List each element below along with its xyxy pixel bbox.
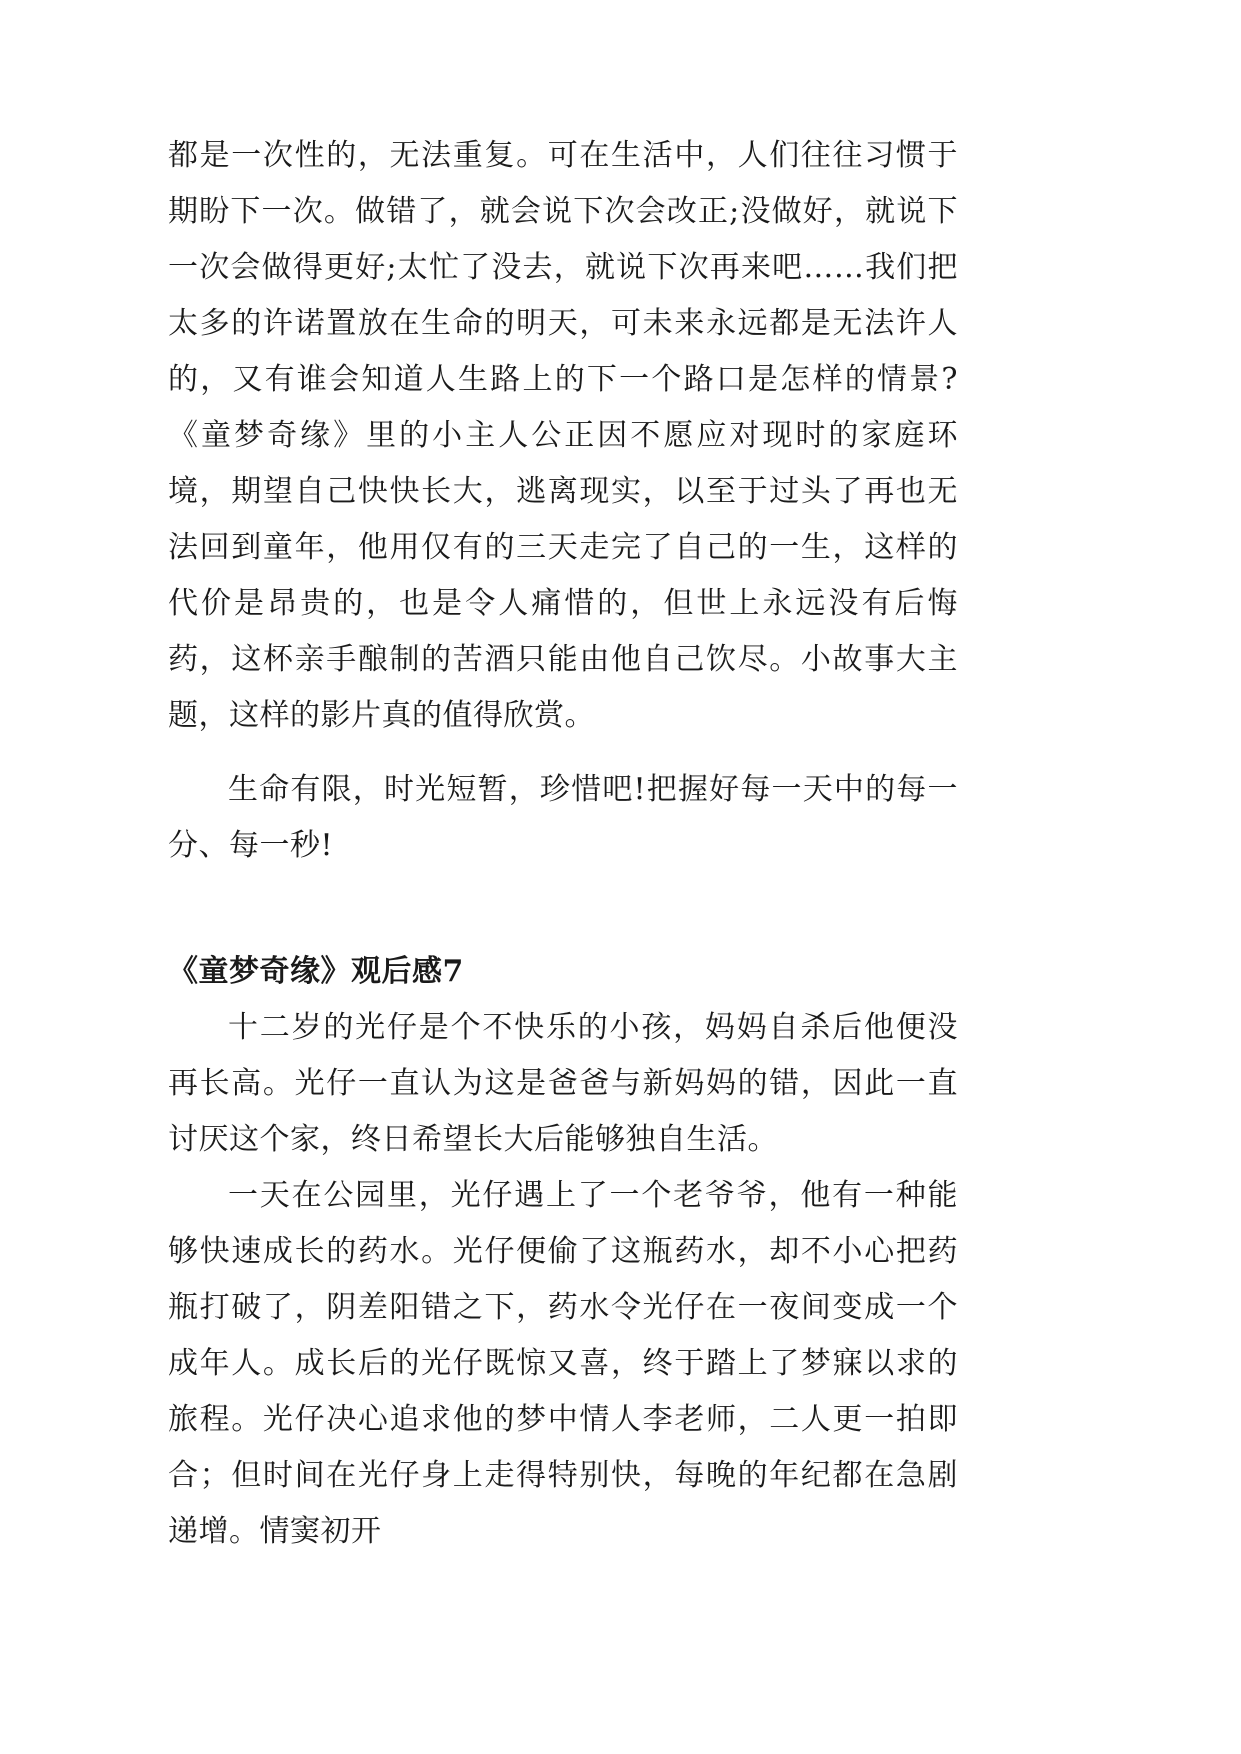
section-heading: 《童梦奇缘》观后感7 xyxy=(168,954,464,989)
body-paragraph-3: 十二岁的光仔是个不快乐的小孩，妈妈自杀后他便没再长高。光仔一直认为这是爸爸与新妈妈的错，因此一直讨厌这个家，终日希望长大后能够独自生活。 xyxy=(168,1010,958,1157)
body-paragraph-4: 一天在公园里，光仔遇上了一个老爷爷，他有一种能够快速成长的药水。光仔便偷了这瓶药水，却不小心把药瓶打破了，阴差阳错之下，药水令光仔在一夜间变成一个成年人。成长后的光仔既惊又喜，终于踏上了梦寐以求的旅程。光仔决心追求他的梦中情人李老师，二人更一拍即合；但时间在光仔身上走得特别快，每晚的年纪都在急剧递增。情窦初开 xyxy=(168,1178,958,1549)
body-paragraph-2: 生命有限，时光短暂，珍惜吧!把握好每一天中的每一分、每一秒! xyxy=(168,772,958,863)
section-spacer xyxy=(168,874,958,944)
page-content xyxy=(168,128,958,1560)
paragraph-spacer xyxy=(168,744,958,762)
body-paragraph-1: 都是一次性的，无法重复。可在生活中，人们往往习惯于期盼下一次。做错了，就会说下次会改正;没做好，就说下一次会做得更好;太忙了没去，就说下次再来吧……我们把太多的许诺置放在生命的明天，可未来永远都是无法许人的，又有谁会知道人生路上的下一个路口是怎样的情景?《童梦奇缘》里的小主人公正因不愿应对现时的家庭环境，期望自己快快长大，逃离现实，以至于过头了再也无法回到童年，他用仅有的三天走完了自己的一生，这样的代价是昂贵的，也是令人痛惜的，但世上永远没有后悔药，这杯亲手酿制的苦酒只能由他自己饮尽。小故事大主题，这样的影片真的值得欣赏。 xyxy=(168,138,958,733)
